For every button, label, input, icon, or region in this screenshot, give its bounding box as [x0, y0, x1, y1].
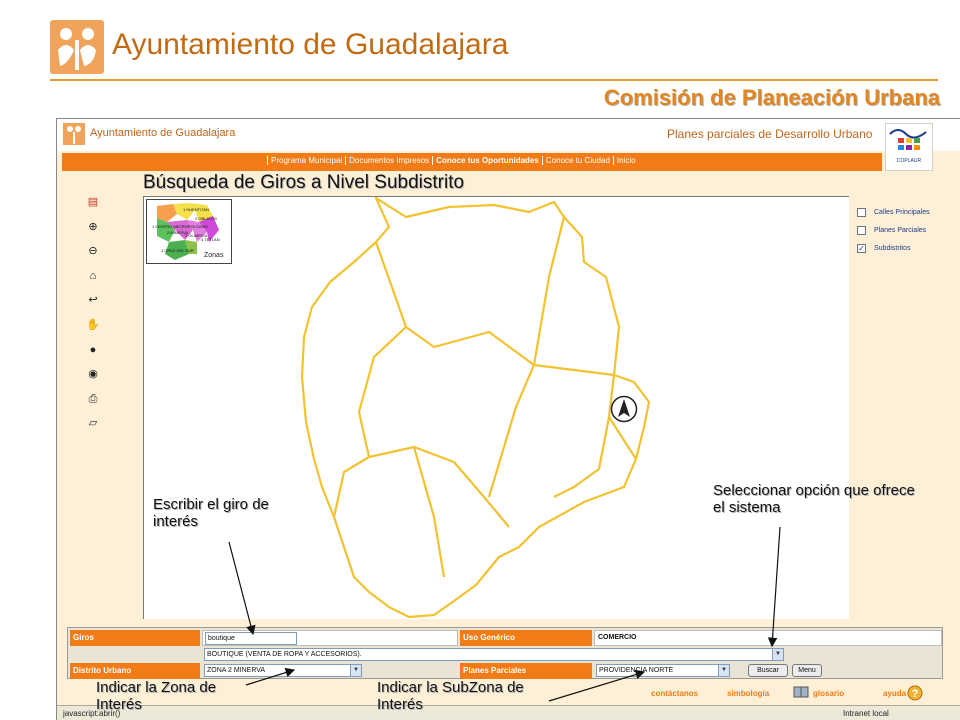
nav-item[interactable]: Inicio [613, 156, 639, 165]
minimap-label: Zonas [204, 252, 224, 259]
layer-checkbox[interactable]: ✓ [858, 243, 865, 253]
nav-item[interactable]: Conoce tus Oportunidades [432, 156, 542, 165]
contactanos-link[interactable]: contáctanos [651, 689, 699, 698]
svg-text:?: ? [911, 688, 919, 700]
pan-icon[interactable]: ✋ [86, 319, 100, 331]
minimap-zone-label: 2 MINERVA [167, 230, 189, 235]
legend-icon[interactable]: ▤ [87, 196, 99, 208]
layer-label: Planes Parciales [874, 226, 927, 234]
slide-subtitle: Comisión de Planeación Urbana [603, 85, 940, 110]
zoom-in-icon[interactable]: ⊕ [88, 220, 98, 233]
print-icon[interactable]: ⎙ [88, 392, 98, 405]
zone-text: Intranet local [843, 709, 889, 718]
annotation-giro: Escribir el giro de interés [153, 496, 269, 530]
ayuda-link[interactable]: ayuda [883, 689, 907, 698]
arrow-to-giros-select [772, 527, 780, 646]
map-title: Búsqueda de Giros a Nivel Subdistrito [143, 172, 465, 193]
distrito-selected-option: ZONA 2 MINERVA [207, 667, 266, 674]
arrow-to-distrito-select [246, 670, 294, 685]
app-section-title: Planes parciales de Desarrollo Urbano [667, 127, 873, 141]
minimap-zone-label: 3 OLIMPICA [185, 233, 208, 238]
annotation-zona: Indicar la Zona de Interés [96, 679, 217, 713]
status-text: javascript:abrir() [63, 709, 121, 718]
layer-label: Calles Principales [874, 208, 930, 216]
minimap-zone-label: 1 HUENTITAN [183, 207, 209, 212]
giros-label: Giros [70, 630, 200, 646]
arrow-to-giros-input [229, 542, 253, 634]
planes-selected-option: PROVIDENCIA NORTE [599, 667, 674, 674]
uso-generico-label: Uso Genérico [460, 630, 592, 646]
chevron-down-icon[interactable]: ▼ [772, 649, 783, 660]
uso-generico-value: COMERCIO [594, 630, 942, 646]
minimap-zone-label: 1 CRUZ DEL SUR [161, 248, 194, 253]
planes-parciales-label: Planes Parciales [460, 663, 592, 679]
giros-selected-option: BOUTIQUE (VENTA DE ROPA Y ACCESORIOS). [207, 651, 362, 658]
coplaur-label: COPLAUR [896, 158, 922, 164]
zoom-out-icon[interactable]: ⊖ [88, 245, 98, 258]
slide-title: Ayuntamiento de Guadalajara [112, 28, 509, 61]
buscar-button[interactable]: Buscar [748, 664, 788, 677]
search-icon[interactable]: ◉ [88, 368, 98, 381]
nav-item[interactable]: Conoce tu Ciudad [542, 156, 613, 165]
annotation-opcion: Seleccionar opción que ofrece el sistema [713, 482, 915, 516]
annotation-subzona: Indicar la SubZona de Interés [377, 679, 524, 713]
chevron-down-icon[interactable]: ▼ [350, 665, 361, 676]
nav-item[interactable]: Documentos Impresos [345, 156, 432, 165]
nav-item[interactable]: Programa Municipal [267, 156, 345, 165]
arrow-to-planes-select [549, 672, 644, 701]
distrito-urbano-label: Distrito Urbano [70, 663, 200, 679]
eraser-icon[interactable]: ▱ [88, 417, 98, 430]
simbologia-link[interactable]: simbología [727, 689, 770, 698]
minimap-zone-label: 1 CENTRO METROPOLITANO [152, 224, 208, 229]
info-icon[interactable]: ● [89, 343, 97, 356]
zoom-extent-icon[interactable]: ⌂ [89, 269, 97, 282]
app-name: Ayuntamiento de Guadalajara [90, 127, 236, 139]
menu-button[interactable]: Menu [792, 664, 822, 677]
minimap-zone-label: 4 TETLAN [201, 237, 220, 242]
glosario-link[interactable]: glosario [813, 689, 845, 698]
back-icon[interactable]: ↩ [88, 294, 98, 307]
minimap-zone-label: 2 OBLATOS [195, 216, 217, 221]
layer-label: Subdistritos [874, 244, 911, 252]
giros-input[interactable]: boutique [205, 632, 297, 645]
chevron-down-icon[interactable]: ▼ [718, 665, 729, 676]
